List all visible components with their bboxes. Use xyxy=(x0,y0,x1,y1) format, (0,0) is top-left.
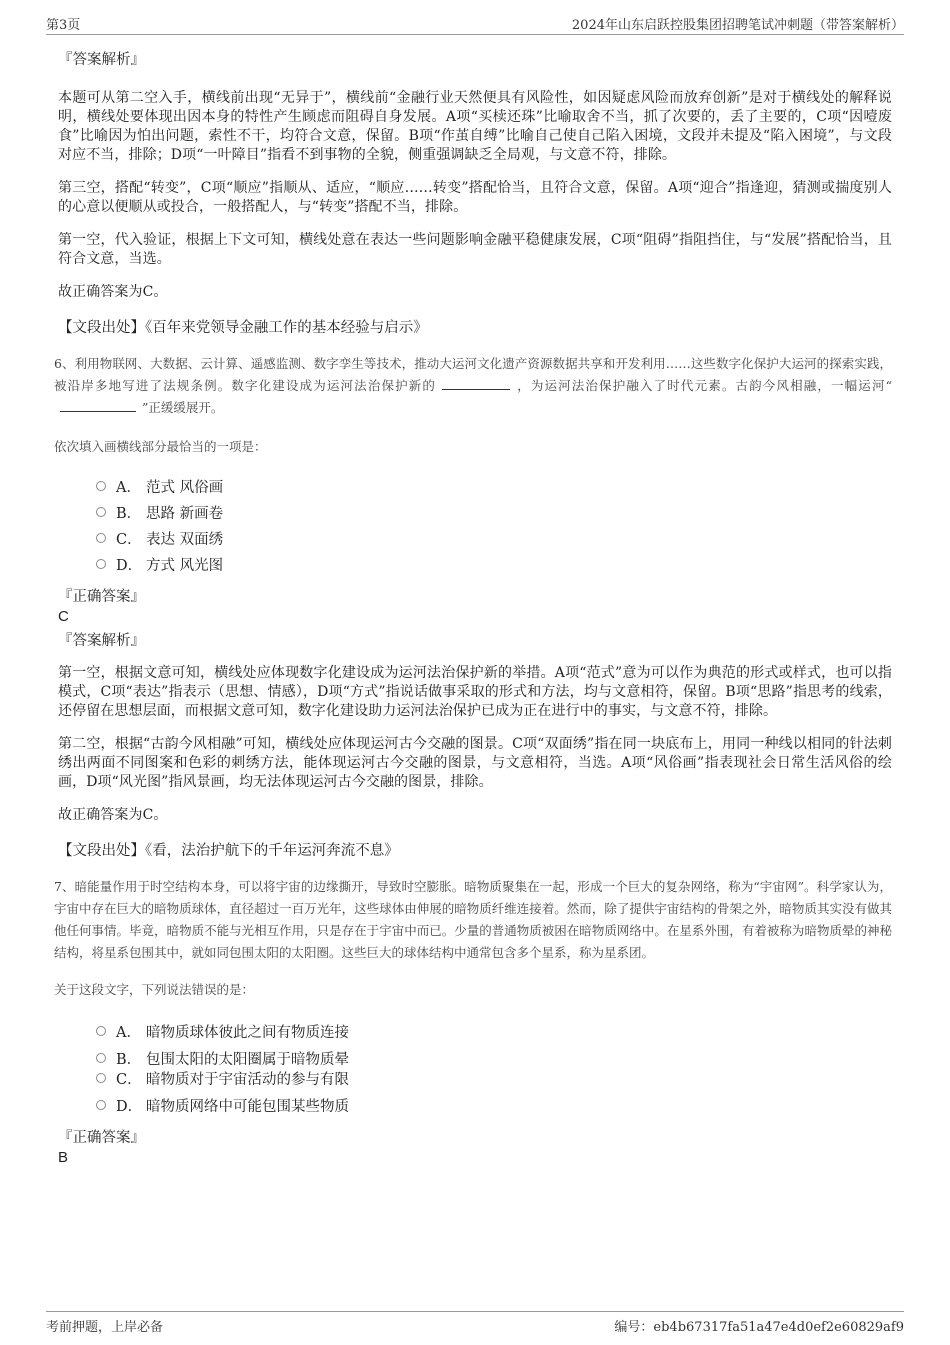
question-text: ”正缓缓展开。 xyxy=(142,400,224,415)
analysis-conclusion: 故正确答案为C。 xyxy=(58,807,168,823)
option-text: 包围太阳的太阳圈属于暗物质晕 xyxy=(146,1051,349,1068)
fill-blank-2 xyxy=(60,399,136,412)
correct-answer: B xyxy=(58,1149,69,1166)
analysis-paragraph: 第二空，根据“古韵今风相融”可知，横线处应体现运河古今交融的图景。C项“双面绣”指在同一块底布上，用同一种线以相同的针法刺绣出两面不同图案和色彩的刺绣方法，能体现运河古今交融的图景，与文意相符，当选。A项“风俗画”指表现社会日常生活风俗的绘画，D项“风光图”指风景画，均无法体现运河古今交融的图景，排除。 xyxy=(58,736,892,790)
document-title: 2024年山东启跃控股集团招聘笔试冲刺题（带答案解析） xyxy=(571,18,904,33)
option-text: 暗物质球体彼此之间有物质连接 xyxy=(146,1024,349,1041)
question-prompt: 依次填入画横线部分最恰当的一项是： xyxy=(54,439,267,454)
option-text: 暗物质对于宇宙活动的参与有限 xyxy=(146,1071,349,1088)
option-text: 思路 新画卷 xyxy=(146,505,224,522)
option-letter: B． xyxy=(116,505,142,522)
options-list xyxy=(96,1018,892,1118)
fill-blank-1 xyxy=(442,377,510,390)
radio-icon[interactable] xyxy=(96,1100,106,1110)
option-a[interactable] xyxy=(96,473,892,499)
question-prompt: 关于这段文字，下列说法错误的是： xyxy=(54,982,255,997)
radio-icon[interactable] xyxy=(96,1073,106,1083)
analysis-paragraph: 第一空，代入验证，根据上下文可知，横线处意在表达一些问题影响金融平稳健康发展，C项“阻碍”指阻挡住，与“发展”搭配恰当，且符合文意，当选。 xyxy=(58,232,892,267)
option-b[interactable] xyxy=(96,499,892,525)
document-code: 编号：eb4b67317fa51a47e4d0ef2e60829af9 xyxy=(614,1320,904,1335)
correct-answer: C xyxy=(58,608,69,625)
options-list xyxy=(96,473,892,577)
radio-icon[interactable] xyxy=(96,559,106,569)
option-letter: C． xyxy=(116,1071,142,1088)
source-citation: 【文段出处】《百年来党领导金融工作的基本经验与启示》 xyxy=(58,320,428,336)
correct-answer-label: 『正确答案』 xyxy=(58,1130,145,1146)
analysis-label: 『答案解析』 xyxy=(58,52,145,68)
option-letter: D． xyxy=(116,1098,143,1115)
footer-slogan: 考前押题，上岸必备 xyxy=(46,1320,164,1335)
option-d[interactable] xyxy=(96,551,892,577)
correct-answer-label: 『正确答案』 xyxy=(58,589,145,605)
option-letter: A． xyxy=(116,479,141,496)
option-text: 表达 双面绣 xyxy=(146,531,224,548)
radio-icon[interactable] xyxy=(96,1026,106,1036)
source-citation: 【文段出处】《看，法治护航下的千年运河奔流不息》 xyxy=(58,843,399,859)
analysis-paragraph: 第三空，搭配“转变”，C项“顺应”指顺从、适应，“顺应……转变”搭配恰当，且符合文意，保留。A项“迎合”指逢迎，猜测或揣度别人的心意以便顺从或投合，一般搭配人，与“转变”搭配不当，排除。 xyxy=(58,180,892,215)
option-text: 范式 风俗画 xyxy=(146,479,224,496)
option-letter: D． xyxy=(116,557,143,574)
option-c[interactable] xyxy=(96,525,892,551)
analysis-conclusion: 故正确答案为C。 xyxy=(58,284,168,300)
page-header xyxy=(46,12,904,35)
question-text: 6、利用物联网、大数据、云计算、遥感监测、数字孪生等技术，推动大运河文化遗产资源数据共享和开发利用……这些数字化保护大运河的探索实践，被沿岸多地写进了法规条例。数字化建设成为运河法治保护新的 xyxy=(54,356,892,393)
option-text: 方式 风光图 xyxy=(146,557,224,574)
analysis-label: 『答案解析』 xyxy=(58,633,145,649)
radio-icon[interactable] xyxy=(96,533,106,543)
radio-icon[interactable] xyxy=(96,1053,106,1063)
option-letter: C． xyxy=(116,531,142,548)
option-letter: A． xyxy=(116,1024,141,1041)
option-text: 暗物质网络中可能包围某些物质 xyxy=(146,1098,349,1115)
radio-icon[interactable] xyxy=(96,507,106,517)
page-content xyxy=(54,42,892,1166)
radio-icon[interactable] xyxy=(96,481,106,491)
option-letter: B． xyxy=(116,1051,142,1068)
analysis-paragraph: 本题可从第二空入手，横线前出现“无异于”，横线前“金融行业天然便具有风险性，如因疑虑风险而放弃创新”是对于横线处的解释说明，横线处要体现出因本身的特性产生顾虑而阻碍自身发展。A项“买椟还珠”比喻取舍不当，抓了次要的，丢了主要的，C项“因噎废食”比喻因为怕出问题，索性不干，均符合文意，保留。B项“作茧自缚”比喻自己使自己陷入困境，文段并未提及“陷入困境”，与文段对应不当，排除；D项“一叶障目”指看不到事物的全貌，侧重强调缺乏全局观，与文意不符，排除。 xyxy=(58,90,892,163)
option-c[interactable] xyxy=(96,1068,892,1088)
analysis-paragraph: 第一空，根据文意可知，横线处应体现数字化建设成为运河法治保护新的举措。A项“范式”意为可以作为典范的形式或样式，也可以指模式，C项“表达”指表示（思想、情感），D项“方式”指说话做事采取的形式和方法，均与文意相符，保留。B项“思路”指思考的线索，还停留在思想层面，而根据文意可知，数字化建设助力运河法治保护已成为正在进行中的事实，与文意不符，排除。 xyxy=(58,665,892,719)
option-a[interactable] xyxy=(96,1018,892,1044)
page-footer xyxy=(46,1311,904,1336)
question-text: ，为运河法治保护融入了时代元素。古韵今风相融，一幅运河“ xyxy=(516,378,892,393)
option-d[interactable] xyxy=(96,1092,892,1118)
question-6-text xyxy=(54,353,892,419)
question-7-text: 7、暗能量作用于时空结构本身，可以将宇宙的边缘撕开，导致时空膨胀。暗物质聚集在一起，形成一个巨大的复杂网络，称为“宇宙网”。科学家认为，宇宙中存在巨大的暗物质球体，直径超过一百万光年，这些球体由伸展的暗物质纤维连接着。然而，除了提供宇宙结构的骨架之外，暗物质其实没有做其他任何事情。毕竟，暗物质不能与光相互作用，只是存在于宇宙中而已。少量的普通物质被困在暗物质网络中。在星系外围，有着被称为暗物质晕的神秘结构，将星系包围其中，就如同包围太阳的太阳圈。这些巨大的球体结构中通常包含多个星系，称为星系团。 xyxy=(54,879,892,960)
option-b[interactable] xyxy=(96,1048,892,1068)
page-number: 第3页 xyxy=(46,18,81,33)
